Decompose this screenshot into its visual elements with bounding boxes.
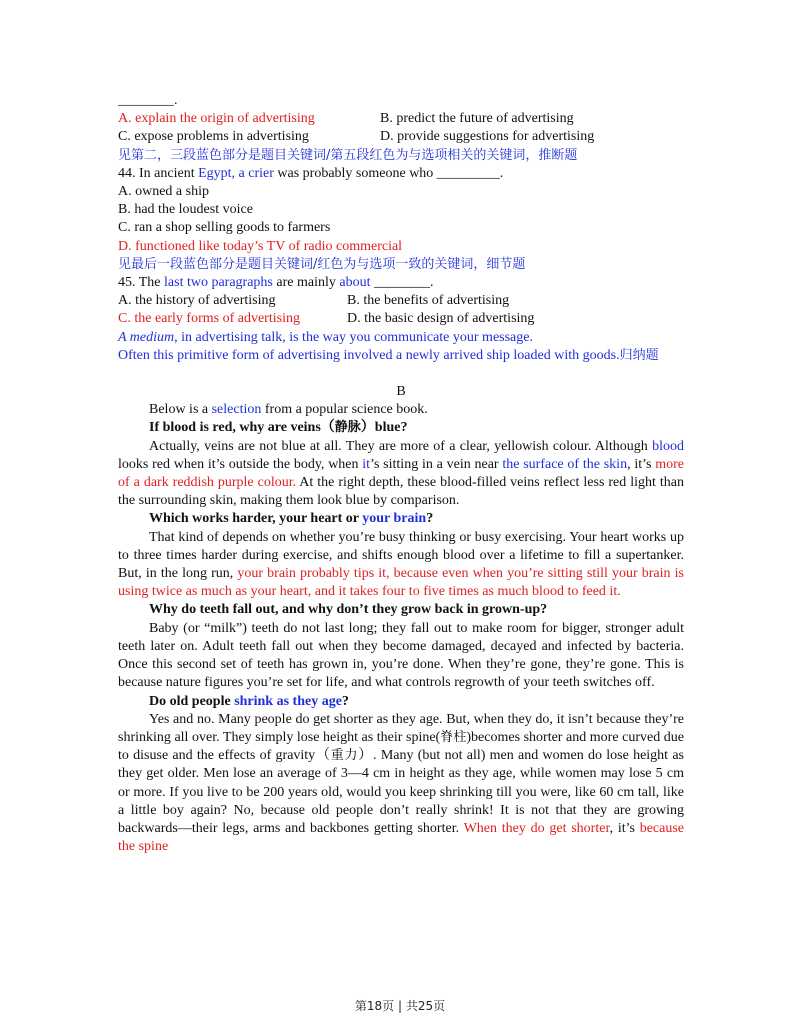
paragraph-teeth: Baby (or “milk”) teeth do not last long; they fall out to make room for bigger, stronger adult teeth later on. Adult teeth fall out when they become damaged, decayed and infected by bacteria. Once this second set of teeth has grown in, you’re done. When they’re gone, they’re gone. This is because nature figures you’re set for life, and what controls regrowth of your teeth switches off. xyxy=(118,620,684,691)
intro-prefix: Below is a xyxy=(149,402,212,418)
q44-option-d: D. functioned like today’s TV of radio commercial xyxy=(118,238,403,254)
heading-teeth: Why do teeth fall out, and why don’t they grow back in grown-up? xyxy=(149,602,548,618)
q44-note: 见最后一段蓝色部分是题目关键词/红色为与选项一致的关键词，细节题 xyxy=(118,256,526,272)
q44-option-a: A. owned a ship xyxy=(118,184,209,200)
p4-text-b: )becomes shorter and more curved due to disuse and the effects of gravity（ xyxy=(118,729,684,764)
q45-note2-type: 归纳题 xyxy=(619,347,659,363)
q43-blank: ________. xyxy=(118,93,178,108)
q45-options-row1 xyxy=(118,292,684,310)
heading-brain xyxy=(118,510,684,528)
passage-b-intro xyxy=(118,401,684,419)
p1-keyword-surface: the surface of the skin xyxy=(502,456,628,472)
q45-options-row2 xyxy=(118,310,684,328)
q43-option-b: B. predict the future of advertising xyxy=(380,111,574,127)
heading-shrink xyxy=(118,693,684,711)
q45-note2 xyxy=(118,347,684,365)
q44-stem-suffix: was probably someone who _________. xyxy=(273,165,504,181)
q45-note-definition: , in advertising talk, is the way you communicate your message. xyxy=(174,329,533,345)
heading-veins-cn: 静脉 xyxy=(334,420,361,436)
heading-veins-prefix: If blood is red, why are veins（ xyxy=(149,420,335,436)
q43-note: 见第二，三段蓝色部分是题目关键词/第五段红色为与选项相关的关键词，推断题 xyxy=(118,147,578,163)
p4-highlight-shorter: When they do get shorter xyxy=(463,820,610,836)
heading-veins xyxy=(118,419,684,437)
q45-note2-text: Often this primitive form of advertising involved a newly arrived ship loaded with goods. xyxy=(118,347,620,363)
q45-note-term: A medium xyxy=(118,329,175,345)
p1-text-e: ’s sitting in a vein near xyxy=(370,456,503,472)
heading-shrink-prefix: Do old people xyxy=(149,693,235,709)
q45-stem-keyword2: about xyxy=(339,275,371,291)
page-footer: 第18页 | 共25页 xyxy=(354,999,446,1013)
p1-text-a: Actually, veins are not blue at all. They are more of a clear, yellowish colour. Although xyxy=(149,438,653,454)
q44-option-b: B. had the loudest voice xyxy=(118,202,253,218)
q45-option-b: B. the benefits of advertising xyxy=(347,293,510,309)
q45-stem-mid: are mainly xyxy=(272,275,340,291)
paragraph-brain xyxy=(118,529,684,602)
q43-options-row2 xyxy=(118,128,684,146)
q44-option-c: C. ran a shop selling goods to farmers xyxy=(118,220,331,236)
q44-stem-prefix: 44. In ancient xyxy=(118,165,199,181)
passage-b-label: B xyxy=(396,384,406,400)
p4-cn-spine: 脊柱 xyxy=(440,729,467,745)
paragraph-shrink xyxy=(118,711,684,857)
q45-stem-suffix: ________. xyxy=(370,275,434,291)
p1-text-i: At the right depth, these blood-filled veins reflect less red light than the surrounding skin, making them look blue by comparison. xyxy=(118,475,684,509)
p4-text-e: , it’s xyxy=(609,820,640,836)
q45-option-a: A. the history of advertising xyxy=(118,293,276,309)
q45-option-c: C. the early forms of advertising xyxy=(118,311,300,327)
q44-stem xyxy=(118,165,684,183)
intro-keyword: selection xyxy=(211,402,262,418)
p4-highlight-spine: because the spine xyxy=(118,820,684,855)
paragraph-veins xyxy=(118,438,684,511)
q45-option-d: D. the basic design of advertising xyxy=(347,311,535,327)
q45-stem-prefix: 45. The xyxy=(118,275,165,291)
heading-veins-suffix: ）blue? xyxy=(360,420,408,436)
p1-highlight-colour: more of a dark reddish purple colour. xyxy=(118,456,685,491)
p1-keyword-blood: blood xyxy=(652,438,684,454)
heading-shrink-suffix: ? xyxy=(341,693,349,709)
p4-cn-gravity: 重力 xyxy=(330,748,359,764)
heading-brain-suffix: ? xyxy=(426,511,434,527)
q43-options-row1 xyxy=(118,110,684,128)
q43-option-a: A. explain the origin of advertising xyxy=(118,111,315,127)
document-page xyxy=(118,92,684,856)
intro-suffix: from a popular science book. xyxy=(261,402,428,418)
q43-option-c: C. expose problems in advertising xyxy=(118,129,309,145)
heading-brain-prefix: Which works harder, your heart or xyxy=(149,511,363,527)
heading-shrink-keyword: shrink as they age xyxy=(234,693,342,709)
q45-stem xyxy=(118,274,684,292)
p2-highlight: your brain probably tips it, because even when you’re sitting still your brain is using twice as much as your heart, and it takes four to five times as much blood to feed it. xyxy=(118,566,684,600)
q43-option-d: D. provide suggestions for advertising xyxy=(380,129,595,145)
q45-stem-keyword1: last two paragraphs xyxy=(164,275,273,291)
p1-text-g: , it’s xyxy=(627,456,656,472)
p4-text-a: Yes and no. Many people do get shorter as they age. But, when they do, it isn’t because they’re shrinking all over. They simply lose height as their spine( xyxy=(118,711,684,745)
p1-text-c: looks red when it’s outside the body, when xyxy=(118,456,363,472)
heading-brain-keyword: your brain xyxy=(362,511,427,527)
p1-keyword-it: it xyxy=(362,456,371,472)
q45-note1 xyxy=(118,329,684,347)
p2-text-a: That kind of depends on whether you’re busy thinking or busy exercising. Your heart works up to three times harder during exercise, and shifts enough blood over a lifetime to fill a supertanker. But, in the long run, xyxy=(118,529,684,582)
q44-stem-keyword: Egypt, a crier xyxy=(198,165,274,181)
p4-text-c: ）. Many (but not all) men and women do lose height as they get older. Men lose an average of 3—4 cm in height as they age, while women may lose 5 cm or more. If you live to be 200 years old, would you keep shrinking till you were, like 60 cm tall, like a little boy again? No, because old people don’t really shrink! It is not that they are growing backwards—their legs, arms and backbones getting shorter. xyxy=(118,748,684,836)
